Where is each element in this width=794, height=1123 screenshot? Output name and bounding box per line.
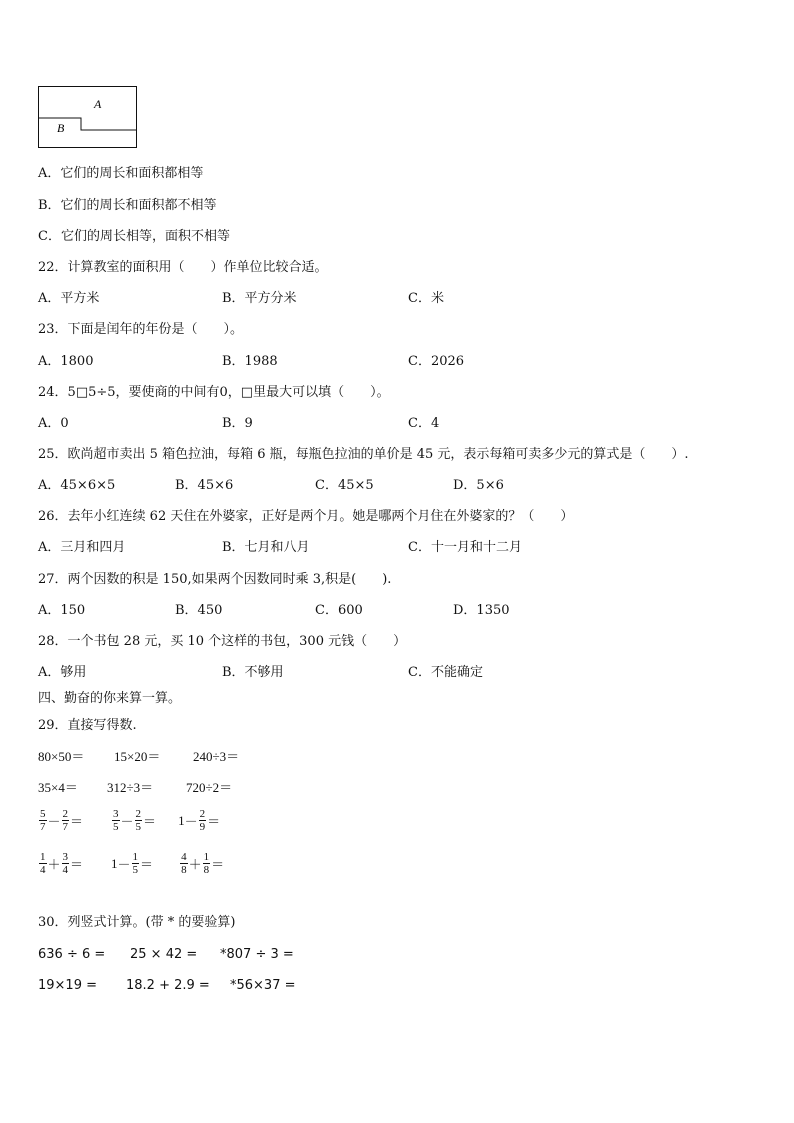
numerator: 5	[40, 808, 46, 820]
q24-option-b: B．9	[222, 416, 253, 431]
q30-r1-item: 25 × 42 =	[130, 947, 198, 962]
numerator: 2	[135, 808, 142, 820]
figure-label-b: B	[57, 121, 65, 135]
numerator: 1	[40, 851, 46, 863]
q21-option-b: B．它们的周长和面积都不相等	[38, 198, 217, 213]
q30-r1-item: 636 ÷ 6 =	[38, 947, 106, 962]
q27-option-d: D．1350	[453, 603, 510, 618]
whole-number: 1	[178, 812, 185, 828]
q28-option-a: A．够用	[38, 665, 87, 680]
fraction	[199, 808, 207, 833]
fraction	[203, 851, 211, 876]
q25-option-d: D．5×6	[453, 478, 504, 493]
denominator: 7	[62, 821, 69, 833]
denominator: 9	[199, 821, 206, 833]
fraction	[62, 851, 70, 876]
denominator: 5	[113, 821, 119, 833]
operator: ＋	[47, 857, 61, 872]
q27-option-c: C．600	[315, 603, 363, 618]
q27-option-a: A．150	[38, 603, 86, 618]
q25-option-c: C．45×5	[315, 478, 374, 493]
operator: －	[117, 857, 131, 872]
equals: ＝	[143, 814, 157, 829]
q21-option-c: C．它们的周长相等，面积不相等	[38, 229, 230, 244]
q29-r2-item: 35×4＝	[38, 780, 78, 795]
numerator: 1	[203, 851, 210, 863]
numerator: 3	[62, 851, 69, 863]
fraction	[135, 808, 143, 833]
equals: ＝	[207, 814, 221, 829]
equals: ＝	[70, 857, 84, 872]
operator: －	[184, 814, 198, 829]
q23-option-b: B．1988	[222, 354, 278, 369]
section-heading: 四、勤奋的你来算一算。	[38, 691, 182, 706]
whole-number: 1	[111, 855, 118, 871]
q26-option-a: A．三月和四月	[38, 540, 126, 555]
numerator: 2	[199, 808, 206, 820]
q30-r2-item: 18.2 + 2.9 =	[126, 978, 210, 993]
q24-stem: 24．5□5÷5，要使商的中间有0，□里最大可以填（ ）。	[38, 385, 390, 400]
q28-option-c: C．不能确定	[408, 665, 483, 680]
q29-r1-item: 15×20＝	[114, 749, 161, 764]
numerator: 3	[113, 808, 119, 820]
q23-option-a: A．1800	[38, 354, 94, 369]
q29-fraction-item	[179, 851, 224, 876]
q29-fraction-item	[111, 851, 153, 876]
q22-stem: 22．计算教室的面积用（ ）作单位比较合适。	[38, 260, 328, 275]
q27-stem: 27．两个因数的积是 150,如果两个因数同时乘 3,积是( ).	[38, 572, 392, 587]
q29-fraction-item	[111, 808, 156, 833]
denominator: 7	[40, 821, 46, 833]
denominator: 4	[40, 864, 46, 876]
q29-fraction-row	[38, 851, 224, 876]
q22-option-a: A．平方米	[38, 291, 100, 306]
fraction	[112, 808, 120, 833]
q30-stem: 30．列竖式计算。(带 * 的要验算)	[38, 915, 236, 930]
fraction	[132, 851, 140, 876]
q29-fraction-row	[38, 808, 220, 833]
q29-fraction-item	[38, 851, 83, 876]
q21-option-a: A．它们的周长和面积都相等	[38, 166, 204, 181]
q24-option-c: C．4	[408, 416, 440, 431]
q28-stem: 28．一个书包 28 元，买 10 个这样的书包，300 元钱（ ）	[38, 634, 407, 649]
q30-r1-item: *807 ÷ 3 =	[220, 947, 294, 962]
operator: －	[120, 814, 134, 829]
q22-option-c: C．米	[408, 291, 444, 306]
fraction	[62, 808, 70, 833]
q26-option-c: C．十一月和十二月	[408, 540, 522, 555]
q29-r1-item: 80×50＝	[38, 749, 85, 764]
equals: ＝	[211, 857, 225, 872]
q24-option-a: A．0	[38, 416, 69, 431]
figure-label-a: A	[94, 97, 102, 111]
q25-option-a: A．45×6×5	[38, 478, 116, 493]
q27-option-b: B．450	[175, 603, 223, 618]
numerator: 2	[62, 808, 69, 820]
q29-fraction-item	[38, 808, 83, 833]
q28-option-b: B．不够用	[222, 665, 284, 680]
q29-stem: 29．直接写得数.	[38, 718, 137, 733]
q26-option-b: B．七月和八月	[222, 540, 310, 555]
equals: ＝	[70, 814, 84, 829]
q26-stem: 26．去年小红连续 62 天住在外婆家，正好是两个月。她是哪两个月住在外婆家的？（ ）	[38, 509, 574, 524]
denominator: 4	[62, 864, 69, 876]
q29-r2-item: 312÷3＝	[107, 780, 154, 795]
q29-fraction-item	[178, 808, 220, 833]
q22-option-b: B．平方分米	[222, 291, 297, 306]
q25-option-b: B．45×6	[175, 478, 234, 493]
numerator: 1	[132, 851, 139, 863]
fraction	[180, 851, 188, 876]
fraction	[39, 851, 47, 876]
numerator: 4	[181, 851, 187, 863]
q23-option-c: C．2026	[408, 354, 465, 369]
q23-stem: 23．下面是闰年的年份是（ ）。	[38, 322, 244, 337]
denominator: 5	[132, 864, 139, 876]
q30-r2-item: *56×37 =	[230, 978, 296, 993]
fraction	[39, 808, 47, 833]
equals: ＝	[140, 857, 154, 872]
rectangle-figure	[38, 86, 137, 148]
q29-r1-item: 240÷3＝	[193, 749, 240, 764]
operator: ＋	[188, 857, 202, 872]
denominator: 8	[203, 864, 210, 876]
denominator: 5	[135, 821, 142, 833]
q29-r2-item: 720÷2＝	[186, 780, 233, 795]
operator: －	[47, 814, 61, 829]
q25-stem: 25．欧尚超市卖出 5 箱色拉油，每箱 6 瓶，每瓶色拉油的单价是 45 元，表示每箱可卖多少元的算式是（ ）.	[38, 447, 689, 462]
denominator: 8	[181, 864, 187, 876]
q30-r2-item: 19×19 =	[38, 978, 98, 993]
